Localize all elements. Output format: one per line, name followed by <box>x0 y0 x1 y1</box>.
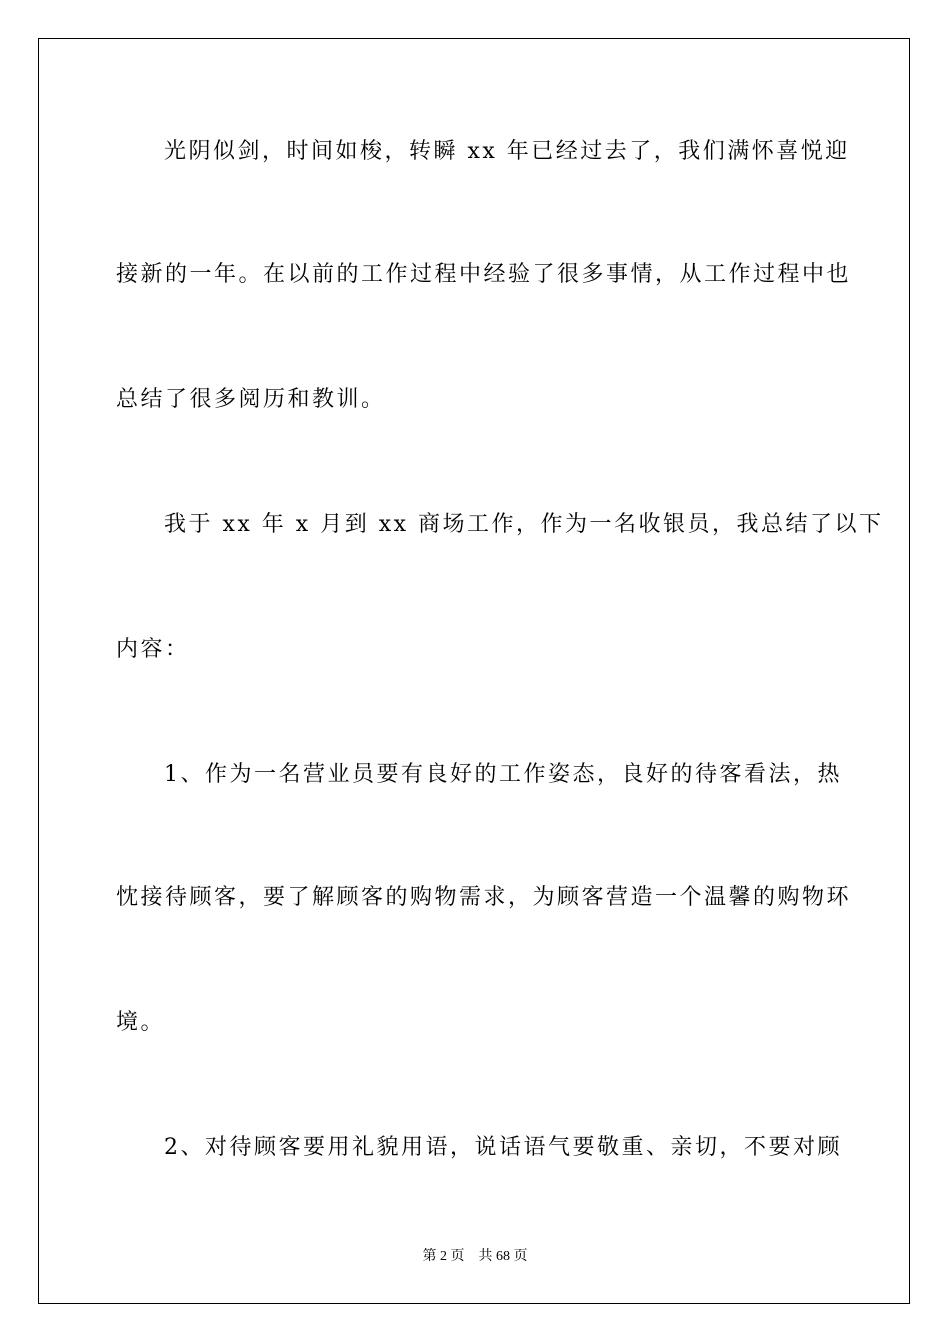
page-total: 共 68 页 <box>478 1249 528 1264</box>
page-number: 第 2 页 <box>422 1249 465 1264</box>
paragraph-line: 2、对待顾客要用礼貌用语，说话语气要敬重、亲切，不要对顾 <box>164 1135 842 1160</box>
page-border <box>38 38 910 1304</box>
paragraph-line: 1、作为一名营业员要有良好的工作姿态，良好的待客看法，热 <box>164 762 842 787</box>
paragraph-line: 接新的一年。在以前的工作过程中经验了很多事情，从工作过程中也 <box>116 262 852 287</box>
paragraph-line: 忱接待顾客，要了解顾客的购物需求，为顾客营造一个温馨的购物环 <box>116 885 852 910</box>
paragraph-line: 境。 <box>116 1010 166 1035</box>
paragraph-line: 我于 xx 年 x 月到 xx 商场工作，作为一名收银员，我总结了以下 <box>164 512 884 537</box>
paragraph-line: 光阴似剑，时间如梭，转瞬 xx 年已经过去了，我们满怀喜悦迎 <box>164 139 850 164</box>
page-footer <box>0 1248 950 1266</box>
paragraph-line: 总结了很多阅历和教训。 <box>116 387 386 412</box>
paragraph-line: 内容： <box>116 637 190 662</box>
